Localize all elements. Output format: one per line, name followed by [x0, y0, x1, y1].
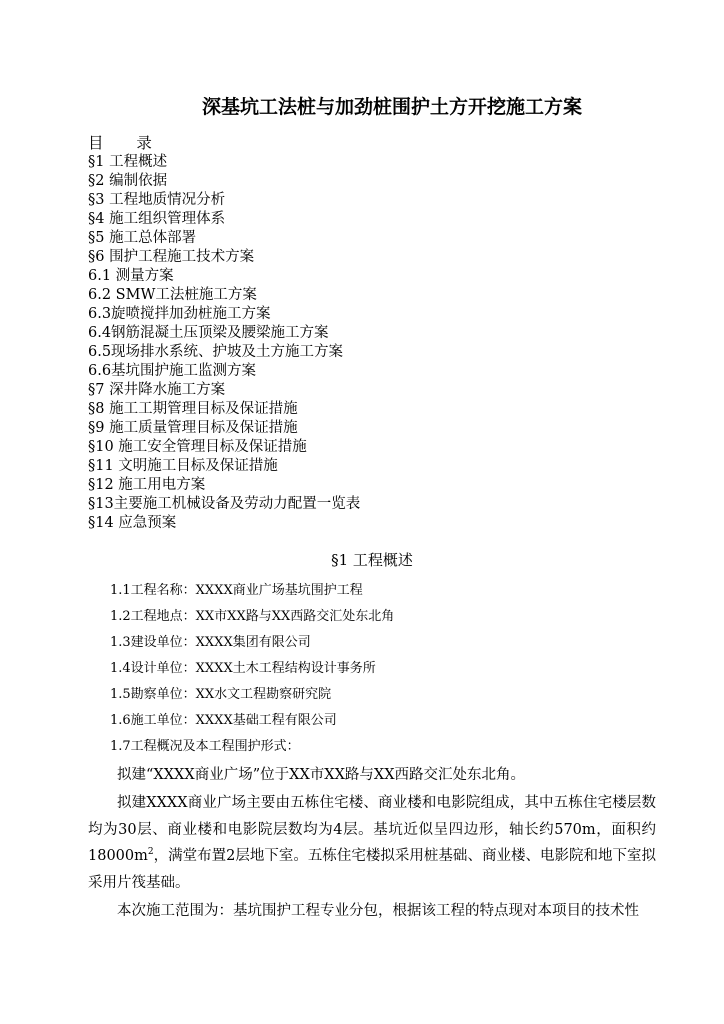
toc-item: 6.1 测量方案	[88, 268, 174, 284]
toc-item: §11 文明施工目标及保证措施	[88, 458, 278, 474]
superscript: 2	[147, 847, 154, 858]
table-of-contents	[88, 134, 360, 533]
paragraph	[88, 790, 656, 896]
paragraph-text: 拟建XXXX商业广场主要由五栋住宅楼、商业楼和电影院组成，其中五栋住宅楼层数均为30层、商业楼和电影院层数均为4层。基坑近似呈四边形，轴长约570m，面积约18000m	[88, 795, 656, 864]
toc-item: §14 应急预案	[88, 515, 177, 531]
toc-item: 6.2 SMW工法桩施工方案	[88, 287, 257, 303]
toc-item: §12 施工用电方案	[88, 477, 206, 493]
toc-item: §13主要施工机械设备及劳动力配置一览表	[88, 496, 361, 512]
toc-heading: 目 录	[88, 134, 166, 152]
paragraph: 拟建“XXXX商业广场”位于XX市XX路与XX西路交汇处东北角。	[117, 767, 526, 783]
toc-item: §10 施工安全管理目标及保证措施	[88, 439, 307, 455]
toc-item: §5 施工总体部署	[88, 230, 197, 246]
toc-item: §8 施工工期管理目标及保证措施	[88, 401, 298, 417]
toc-item: §3 工程地质情况分析	[88, 192, 226, 208]
info-item: 1.1工程名称：XXXX商业广场基坑围护工程	[110, 583, 363, 598]
section-heading: §1 工程概述	[331, 551, 413, 569]
info-item: 1.6施工单位：XXXX基础工程有限公司	[110, 713, 337, 728]
info-item: 1.4设计单位：XXXX土木工程结构设计事务所	[110, 661, 376, 676]
toc-item: 6.4钢筋混凝土压顶梁及腰梁施工方案	[88, 325, 329, 341]
paragraph-text: ，满堂布置2层地下室。五栋住宅楼拟采用桩基础、商业楼、电影院和地下室拟采用片筏基础。	[88, 848, 656, 891]
info-item: 1.3建设单位：XXXX集团有限公司	[110, 635, 311, 650]
toc-item: §4 施工组织管理体系	[88, 211, 226, 227]
toc-item: §1 工程概述	[88, 154, 168, 170]
toc-item: §7 深井降水施工方案	[88, 382, 226, 398]
info-item: 1.7工程概况及本工程围护形式：	[110, 739, 300, 754]
toc-item: 6.6基坑围护施工监测方案	[88, 363, 257, 379]
info-item: 1.5勘察单位：XX水文工程勘察研究院	[110, 687, 332, 702]
info-item: 1.2工程地点：XX市XX路与XX西路交汇处东北角	[110, 609, 395, 624]
toc-item: 6.5现场排水系统、护坡及土方施工方案	[88, 344, 344, 360]
document-title: 深基坑工法桩与加劲桩围护土方开挖施工方案	[201, 96, 582, 118]
toc-item: §9 施工质量管理目标及保证措施	[88, 420, 298, 436]
toc-item: §6 围护工程施工技术方案	[88, 249, 255, 265]
paragraph: 本次施工范围为：基坑围护工程专业分包，根据该工程的特点现对本项目的技术性	[117, 903, 639, 919]
project-info-list	[110, 578, 394, 760]
toc-item: §2 编制依据	[88, 173, 168, 189]
toc-item: 6.3旋喷搅拌加劲桩施工方案	[88, 306, 271, 322]
